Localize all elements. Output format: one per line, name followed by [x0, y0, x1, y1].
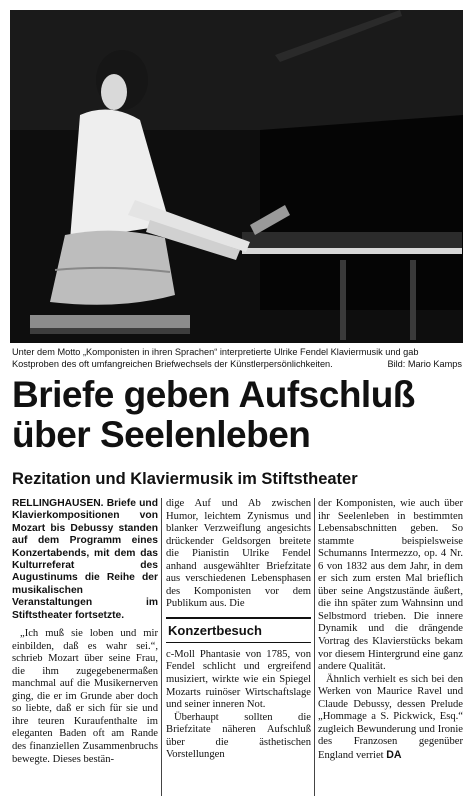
article-column-2	[166, 498, 311, 762]
column-3-paragraph-2-text: Ähnlich verhielt es sich bei den Werken von Maurice Ravel und Claude Debussy, dessen Prelude „Hommage a S. Pickwick, Esq.“ zugleich Bewunderung und Ironie des Franzosen gegenüber England verriet	[318, 673, 463, 761]
column-2-paragraph-1: dige Auf und Ab zwischen Humor, leichtem Zynismus und blanker Verzweiflung angesichts drückender Geldsorgen breitete die Pianistin Ulrike Fendel anhand ausgewählter Briefzitate aus verschiedenen Lebensphasen des Komponisten vor dem Publikum aus. Die	[166, 498, 311, 610]
column-divider	[161, 498, 162, 796]
column-2-paragraph-2: c-Moll Phantasie von 1785, von Fendel schlicht und ergreifend musiziert, wirkte wie ein Spiegel Mozarts ruinöser Wirtschaftslage und seiner inneren Not.	[166, 648, 311, 711]
article-column-1	[12, 498, 158, 766]
photo-caption	[12, 346, 462, 370]
photo-credit: Bild: Mario Kamps	[387, 359, 462, 369]
column-3-paragraph-1: der Komponisten, wie auch über ihr Seelenleben in bestimmten Lebensabschnitten geben. So stammte beispielsweise Schumanns Intermezzo, op. 4 Nr. 6 von 1832 aus dem Jahr, in dem er sich zum ersten Mal brieflich über seine Angstzustände äußert, die ihn später zum Wahnsinn und Selbstmord trieben. Die innere Dynamik und die drängende Vortrag des Klavierstücks bekam vor diesem Hintergrund eine ganz andere Qualität.	[318, 498, 463, 673]
section-kicker: Konzertbesuch	[166, 617, 311, 643]
author-signature: DA	[386, 748, 402, 761]
column-divider	[314, 498, 315, 796]
column-2-paragraph-3: Überhaupt sollten die Briefzitate näheren Aufschluß über die ästhetischen Vorstellungen	[166, 711, 311, 761]
article-lede: RELLINGHAUSEN. Briefe und Klavierkompositionen von Mozart bis Debussy standen auf dem Programm eines Konzertabends, mit dem das Kulturreferat des Augustinums die Reihe der musikalischen Veranstaltungen im Stiftstheater fortsetzte.	[12, 498, 158, 621]
article-headline: Briefe geben Aufschluß über Seelenleben	[12, 374, 415, 455]
column-1-paragraph: „Ich muß sie loben und mir einbilden, daß es wahr sei.“, schrieb Mozart über seine Frau, die ihm zugegebenermaßen manchmal auf die Musikernerven ging, die er im Grunde aber doch so liebte, daß er sich für sie und ihre teuren Kuraufenthalte im eleganten Baden oft am Rande des finanziellen Zusammenbruchs bewegte. Dieses bestän-	[12, 628, 158, 765]
column-3-paragraph-2	[318, 674, 463, 763]
article-subheadline: Rezitation und Klaviermusik im Stiftstheater	[12, 470, 358, 488]
pianist-photo-illustration	[10, 10, 463, 343]
caption-text: Unter dem Motto „Komponisten in ihren Sprachen“ interpretierte Ulrike Fendel Klaviermusik und gab Kostproben des oft umfangreichen Briefwechsels der Künstlerpersönlichkeiten.	[12, 347, 419, 369]
news-photo	[10, 10, 463, 343]
article-column-3	[318, 498, 463, 762]
